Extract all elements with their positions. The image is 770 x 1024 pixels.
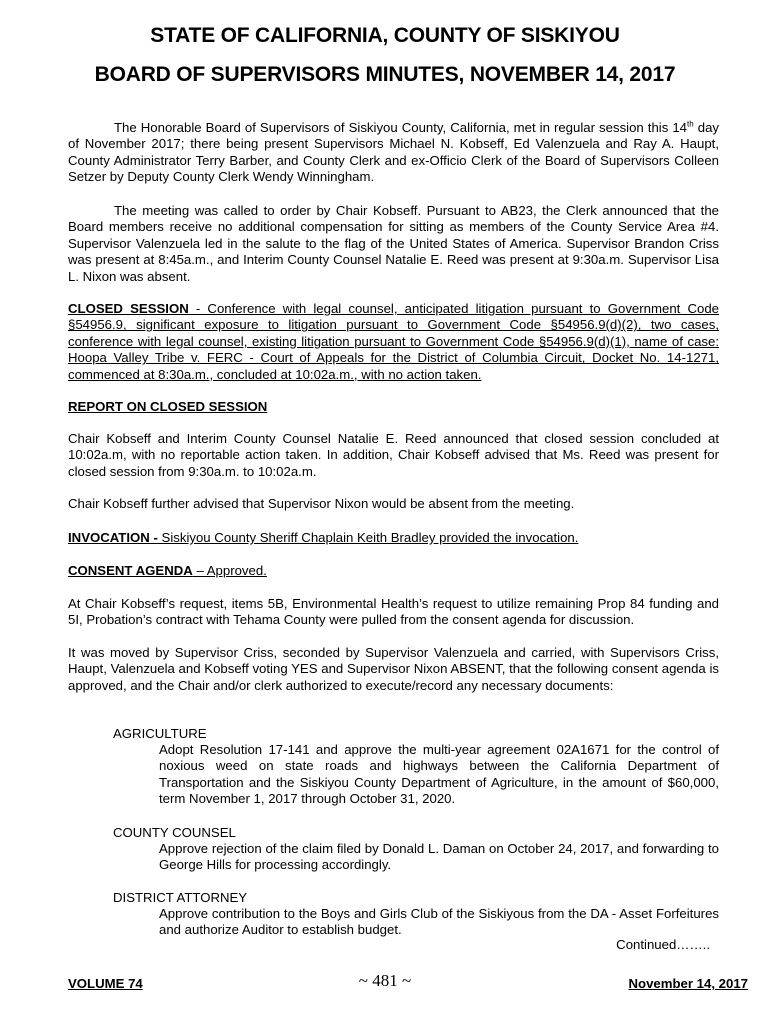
section-body-district-attorney: Approve contribution to the Boys and Girls Club of the Siskiyous from the DA - Asset Forfeitures and authorize Auditor to establish budget. xyxy=(159,906,719,938)
intro-superscript: th xyxy=(687,119,694,129)
consent-agenda-text: – Approved. xyxy=(192,563,267,578)
intro-text-part2: day of November 2017; there being present Supervisors Michael N. Kobseff, Ed Valenzuela and Ray A. Haupt, County Administrator Terry Barber, and County Clerk and ex-Officio Clerk of the Board of Supervisors Colleen Setzer by Deputy County Clerk Wendy Winningham. xyxy=(68,120,720,185)
invocation-text: Siskiyou County Sheriff Chaplain Keith Bradley provided the invocation. xyxy=(157,530,579,545)
footer-volume: VOLUME 74 xyxy=(68,976,143,991)
report-paragraph: Chair Kobseff and Interim County Counsel Natalie E. Reed announced that closed session concluded at 10:02a.m, with no reportable action taken. In addition, Chair Kobseff advised that Ms. Reed was present for closed session from 9:30a.m. to 10:02a.m. xyxy=(68,431,719,479)
footer-page-number: ~ 481 ~ xyxy=(358,971,412,990)
invocation-paragraph xyxy=(68,530,719,546)
consent-agenda-heading: CONSENT AGENDA xyxy=(68,563,193,578)
section-heading-county-counsel: COUNTY COUNSEL xyxy=(113,825,236,840)
motion-paragraph: It was moved by Supervisor Criss, seconded by Supervisor Valenzuela and carried, with Supervisors Criss, Haupt, Valenzuela and Kobseff voting YES and Supervisor Nixon ABSENT, that the following consent agenda is approved, and the Chair and/or clerk authorized to execute/record any necessary documents: xyxy=(68,645,719,693)
section-heading-district-attorney: DISTRICT ATTORNEY xyxy=(113,890,248,905)
call-to-order-paragraph: The meeting was called to order by Chair Kobseff. Pursuant to AB23, the Clerk announced that the Board members receive no additional compensation for sitting as members of the County Service Area #4. Supervisor Valenzuela led in the salute to the flag of the United States of America. Supervisor Brandon Criss was present at 8:45a.m., and Interim County Counsel Natalie E. Reed was present at 9:30a.m. Supervisor Lisa L. Nixon was absent. xyxy=(68,203,719,284)
pulled-items-paragraph: At Chair Kobseff’s request, items 5B, Environmental Health’s request to utilize remaining Prop 84 funding and 5I, Probation’s contract with Tehama County were pulled from the consent agenda for discussion. xyxy=(68,596,719,628)
continued-label: Continued…….. xyxy=(616,937,710,952)
intro-paragraph xyxy=(68,120,719,186)
consent-agenda-paragraph xyxy=(68,563,719,579)
closed-session-paragraph xyxy=(68,301,719,383)
nixon-absence-paragraph: Chair Kobseff further advised that Supervisor Nixon would be absent from the meeting. xyxy=(68,496,575,511)
document-subtitle: BOARD OF SUPERVISORS MINUTES, NOVEMBER 14, 2017 xyxy=(94,63,676,86)
section-heading-agriculture: AGRICULTURE xyxy=(113,726,207,741)
intro-text-part1: The Honorable Board of Supervisors of Siskiyou County, California, met in regular session this 14 xyxy=(114,120,688,135)
section-body-agriculture: Adopt Resolution 17-141 and approve the multi-year agreement 02A1671 for the control of noxious weed on state roads and highways between the California Department of Transportation and the Siskiyou County Department of Agriculture, in the amount of $60,000, term November 1, 2017 through October 31, 2020. xyxy=(159,742,719,807)
footer-date: November 14, 2017 xyxy=(628,976,748,991)
section-body-county-counsel: Approve rejection of the claim filed by Donald L. Daman on October 24, 2017, and forwarding to George Hills for processing accordingly. xyxy=(159,841,719,873)
invocation-heading: INVOCATION - xyxy=(68,530,158,545)
closed-session-text: - Conference with legal counsel, anticipated litigation pursuant to Government Code §54956.9, significant exposure to litigation pursuant to Government Code §54956.9(d)(2), two cases, conference with legal counsel, existing litigation pursuant to Government Code §54956.9(d)(1), name of case: Hoopa Valley Tribe v. FERC - Court of Appeals for the District of Columbia Circuit, Docket No. 14-1271, commenced at 8:30a.m., concluded at 10:02a.m., with no action taken. xyxy=(68,301,719,382)
document-title: STATE OF CALIFORNIA, COUNTY OF SISKIYOU xyxy=(150,24,620,47)
report-heading: REPORT ON CLOSED SESSION xyxy=(68,399,268,414)
closed-session-heading: CLOSED SESSION xyxy=(68,301,189,316)
